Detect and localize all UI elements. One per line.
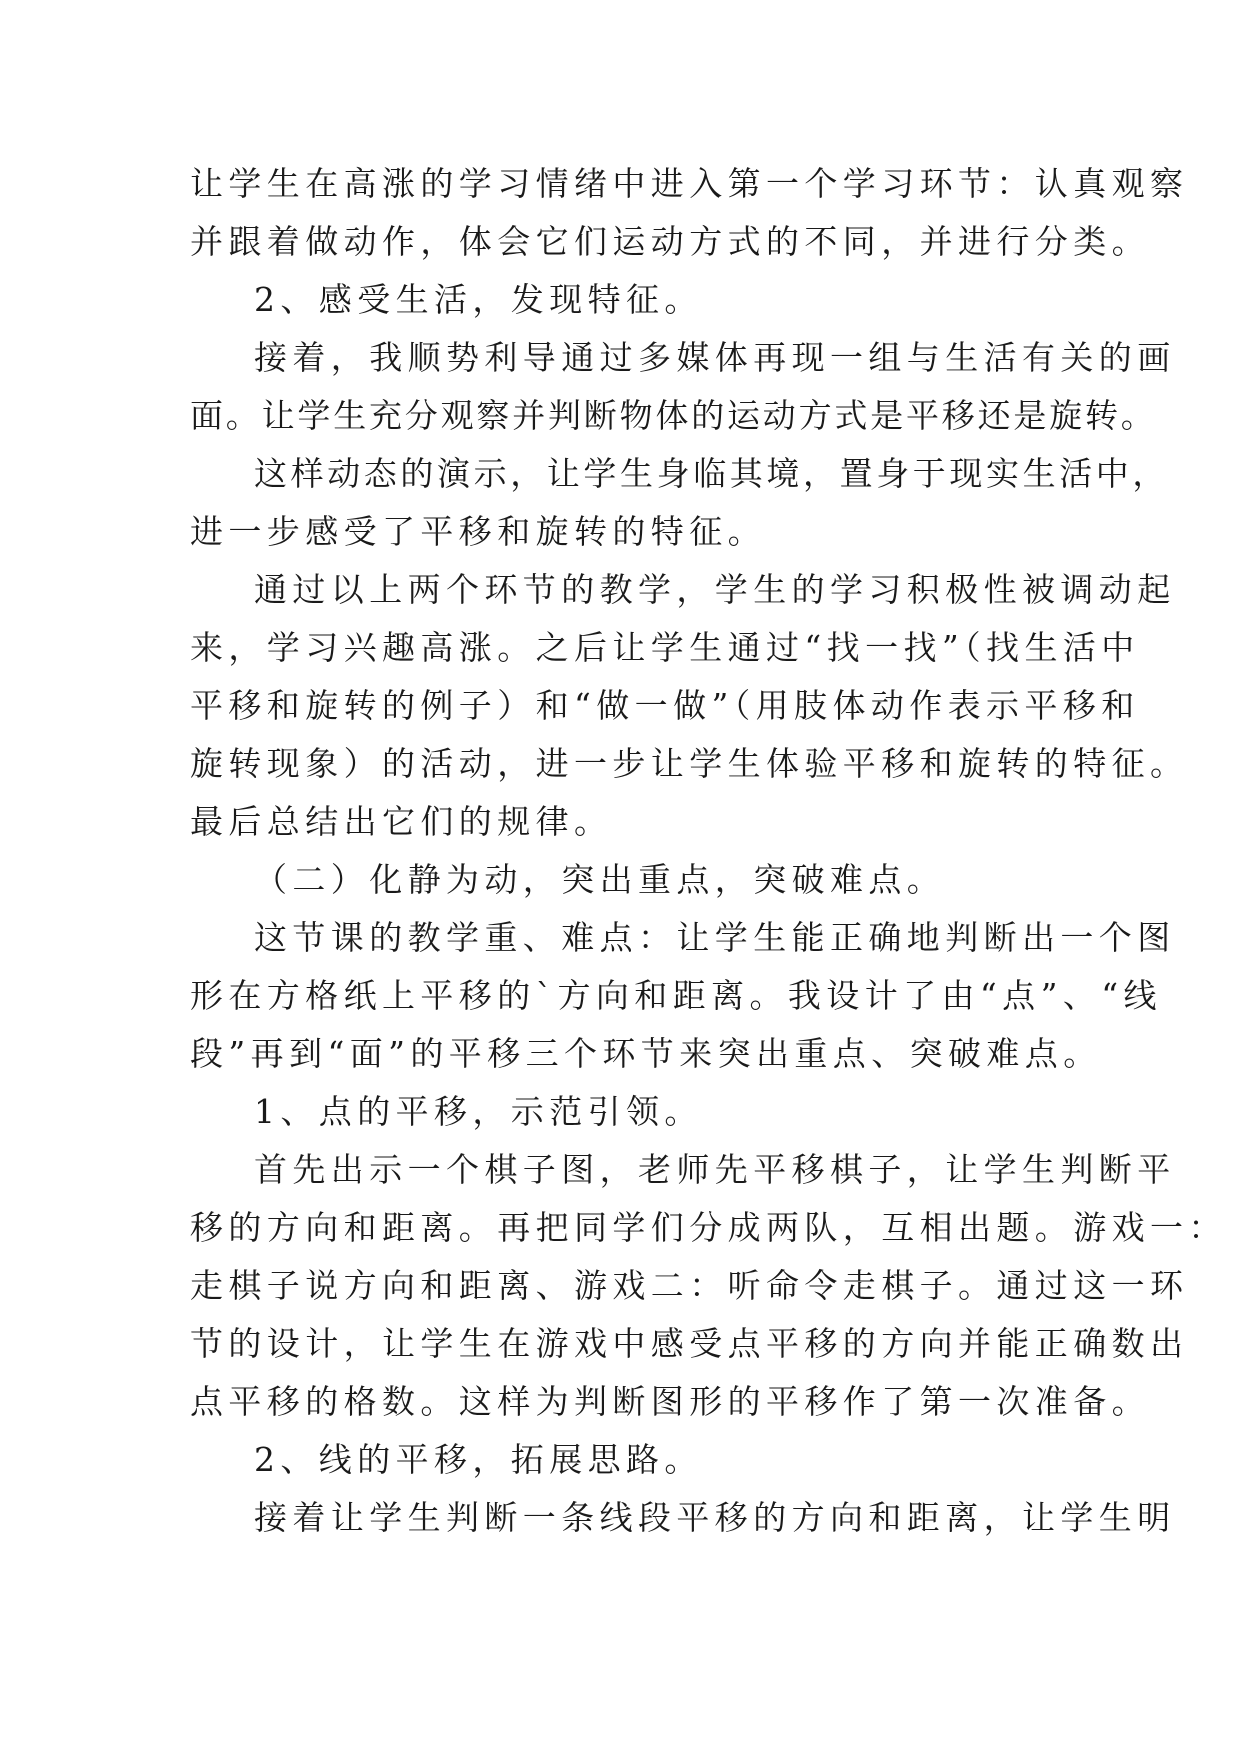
text-line-7: 进一步感受了平移和旋转的特征。: [190, 512, 766, 551]
text-line-18: 首先出示一个棋子图，老师先平移棋子，让学生判断平: [254, 1150, 1176, 1189]
text-line-19: 移的方向和距离。再把同学们分成两队，互相出题。游戏一：: [190, 1208, 1227, 1247]
text-line-14: 这节课的教学重、难点：让学生能正确地判断出一个图: [254, 918, 1176, 957]
text-line-22: 点平移的格数。这样为判断图形的平移作了第一次准备。: [190, 1382, 1150, 1421]
text-line-9: 来，学习兴趣高涨。之后让学生通过“找一找”（找生活中: [190, 628, 1140, 667]
section-heading-3: 1、点的平移，示范引领。: [254, 1092, 703, 1131]
text-line-6: 这样动态的演示，让学生身临其境，置身于现实生活中，: [254, 454, 1169, 493]
text-line-16: 段”再到“面”的平移三个环节来突出重点、突破难点。: [190, 1034, 1102, 1073]
text-line-2: 并跟着做动作，体会它们运动方式的不同，并进行分类。: [190, 222, 1150, 261]
text-line-5: 面。让学生充分观察并判断物体的运动方式是平移还是旋转。: [190, 396, 1157, 435]
text-line-10: 平移和旋转的例子）和“做一做”（用肢体动作表示平移和: [190, 686, 1140, 725]
text-line-1: 让学生在高涨的学习情绪中进入第一个学习环节：认真观察: [190, 164, 1189, 203]
text-line-20: 走棋子说方向和距离、游戏二：听命令走棋子。通过这一环: [190, 1266, 1189, 1305]
section-heading-1: 2、感受生活，发现特征。: [254, 280, 703, 319]
text-line-11: 旋转现象）的活动，进一步让学生体验平移和旋转的特征。: [190, 744, 1189, 783]
text-line-15: 形在方格纸上平移的`方向和距离。我设计了由“点”、“线: [190, 976, 1162, 1015]
text-line-4: 接着，我顺势利导通过多媒体再现一组与生活有关的画: [254, 338, 1176, 377]
section-heading-2: （二）化静为动，突出重点，突破难点。: [254, 860, 946, 899]
section-heading-4: 2、线的平移，拓展思路。: [254, 1440, 703, 1479]
text-line-24: 接着让学生判断一条线段平移的方向和距离，让学生明: [254, 1498, 1176, 1537]
text-line-21: 节的设计，让学生在游戏中感受点平移的方向并能正确数出: [190, 1324, 1189, 1363]
text-line-12: 最后总结出它们的规律。: [190, 802, 613, 841]
text-line-8: 通过以上两个环节的教学，学生的学习积极性被调动起: [254, 570, 1176, 609]
